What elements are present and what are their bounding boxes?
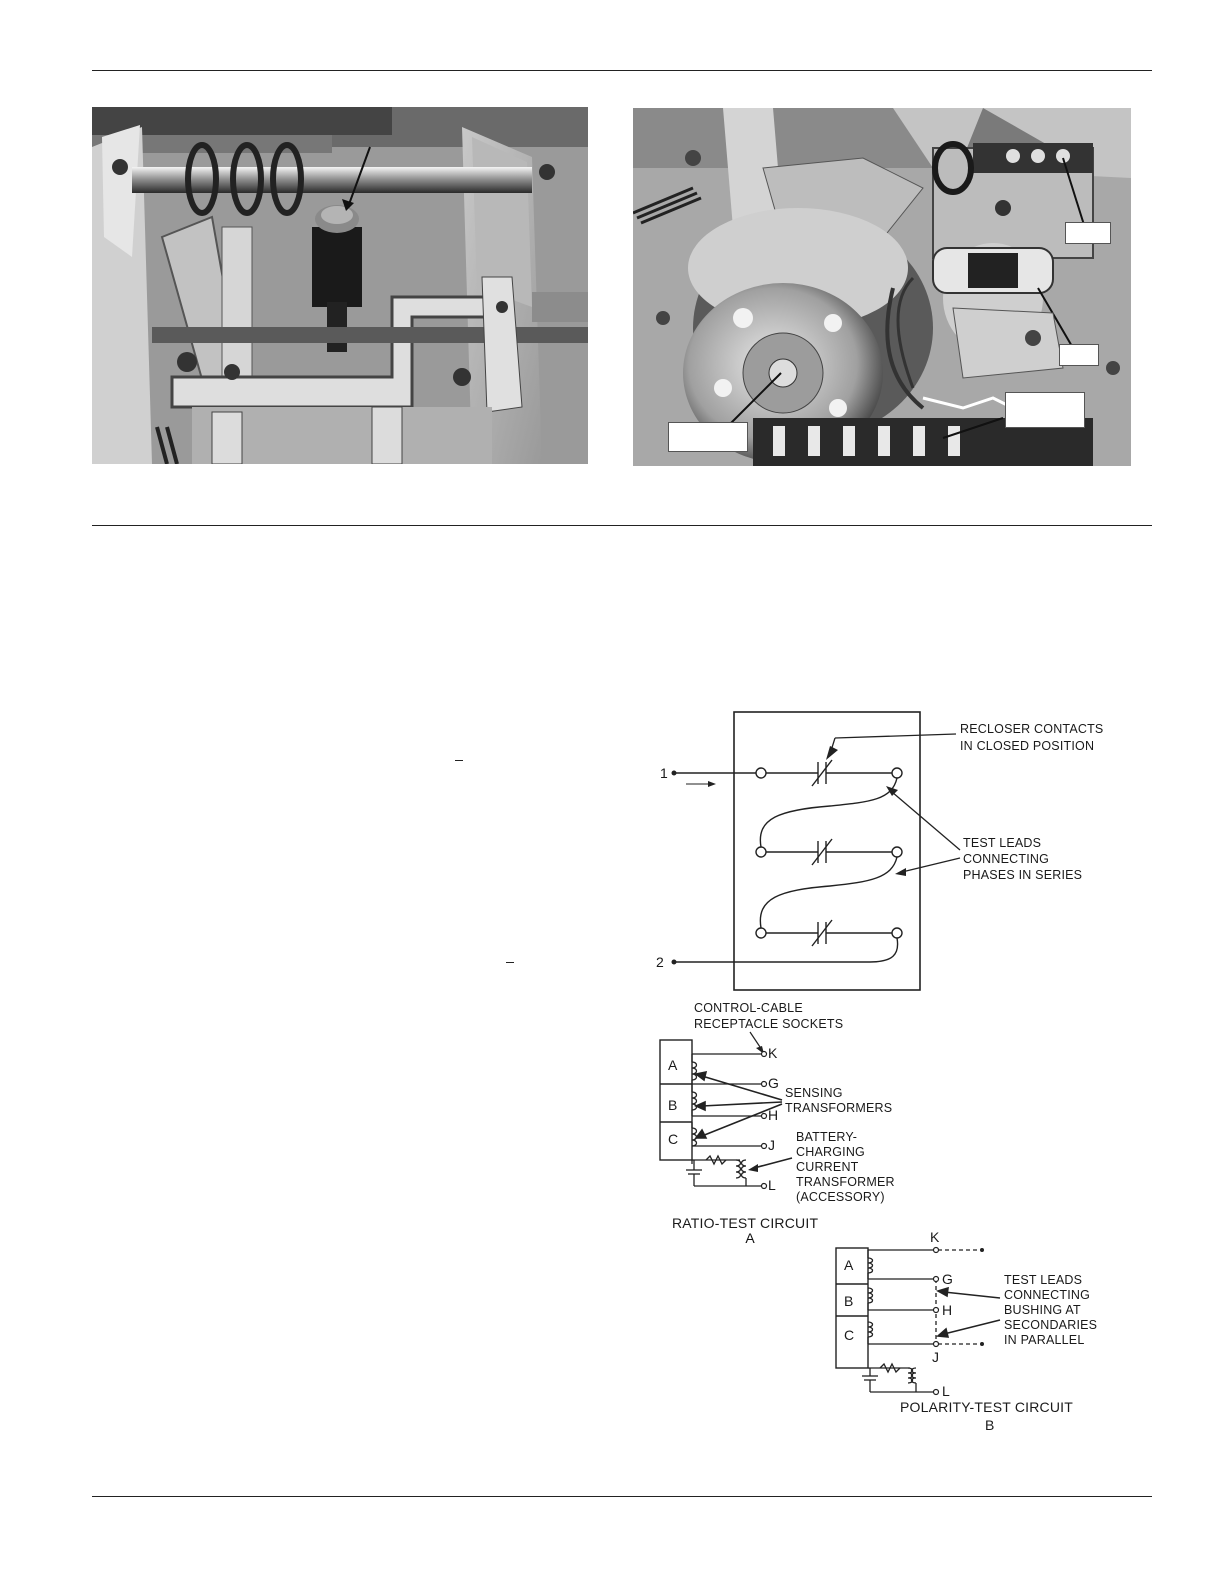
sensing-label-line-1: SENSING bbox=[785, 1086, 843, 1100]
ratio-terminal-k: K bbox=[768, 1045, 778, 1061]
callout-box-2 bbox=[1059, 344, 1099, 366]
polarity-terminal-g: G bbox=[942, 1271, 954, 1287]
ratio-terminal-l: L bbox=[768, 1177, 776, 1193]
photo-right-motor-assembly bbox=[633, 108, 1131, 466]
contacts-label-line-1: RECLOSER CONTACTS bbox=[960, 722, 1104, 736]
series-test-diagram bbox=[630, 700, 1150, 1000]
sockets-label-line-1: CONTROL-CABLE bbox=[694, 1001, 803, 1015]
polarity-terminal-h: H bbox=[942, 1302, 953, 1318]
overline-mark-1 bbox=[455, 760, 463, 761]
bottom-rule bbox=[92, 1496, 1152, 1497]
ratio-terminal-h: H bbox=[768, 1107, 779, 1123]
ratio-test-diagram bbox=[650, 998, 920, 1238]
series-leads-label-line-3: PHASES IN SERIES bbox=[963, 868, 1083, 882]
polarity-leads-label-line-4: SECONDARIES bbox=[1004, 1318, 1098, 1332]
battery-label-line-4: TRANSFORMER bbox=[796, 1175, 895, 1189]
polarity-phase-c: C bbox=[844, 1327, 855, 1343]
overline-mark-2 bbox=[506, 962, 514, 963]
polarity-leads-label-line-5: IN PARALLEL bbox=[1004, 1333, 1085, 1347]
callout-box-3 bbox=[1005, 392, 1085, 428]
polarity-test-subtitle: B bbox=[985, 1417, 995, 1433]
ratio-phase-b: B bbox=[668, 1097, 678, 1113]
battery-label-line-1: BATTERY- bbox=[796, 1130, 858, 1144]
ratio-test-title: RATIO-TEST CIRCUIT bbox=[672, 1215, 819, 1231]
polarity-terminal-l: L bbox=[942, 1383, 950, 1399]
ratio-phase-c: C bbox=[668, 1131, 679, 1147]
callout-box-1 bbox=[1065, 222, 1111, 244]
ratio-terminal-j: J bbox=[768, 1137, 776, 1153]
series-leads-label-line-1: TEST LEADS bbox=[963, 836, 1042, 850]
polarity-leads-label-line-2: CONNECTING bbox=[1004, 1288, 1091, 1302]
terminal-1-label: 1 bbox=[660, 765, 668, 781]
top-rule bbox=[92, 70, 1152, 71]
contacts-label-line-2: IN CLOSED POSITION bbox=[960, 739, 1095, 753]
sensing-label-line-2: TRANSFORMERS bbox=[785, 1101, 893, 1115]
polarity-test-title: POLARITY-TEST CIRCUIT bbox=[900, 1399, 1074, 1415]
polarity-phase-a: A bbox=[844, 1257, 854, 1273]
sockets-label-line-2: RECEPTACLE SOCKETS bbox=[694, 1017, 844, 1031]
ratio-terminal-g: G bbox=[768, 1075, 780, 1091]
battery-label-line-3: CURRENT bbox=[796, 1160, 859, 1174]
photo-left-mechanism bbox=[92, 107, 588, 464]
polarity-leads-label-line-1: TEST LEADS bbox=[1004, 1273, 1083, 1287]
polarity-terminal-j: J bbox=[932, 1349, 940, 1365]
polarity-phase-b: B bbox=[844, 1293, 854, 1309]
middle-rule bbox=[92, 525, 1152, 526]
battery-label-line-2: CHARGING bbox=[796, 1145, 865, 1159]
ratio-phase-a: A bbox=[668, 1057, 678, 1073]
terminal-2-label: 2 bbox=[656, 954, 664, 970]
callout-box-4 bbox=[668, 422, 748, 452]
ratio-test-subtitle: A bbox=[745, 1230, 755, 1246]
polarity-test-diagram bbox=[830, 1228, 1150, 1438]
series-leads-label-line-2: CONNECTING bbox=[963, 852, 1050, 866]
polarity-leads-label-line-3: BUSHING AT bbox=[1004, 1303, 1081, 1317]
polarity-terminal-k: K bbox=[930, 1229, 940, 1245]
battery-label-line-5: (ACCESSORY) bbox=[796, 1190, 885, 1204]
